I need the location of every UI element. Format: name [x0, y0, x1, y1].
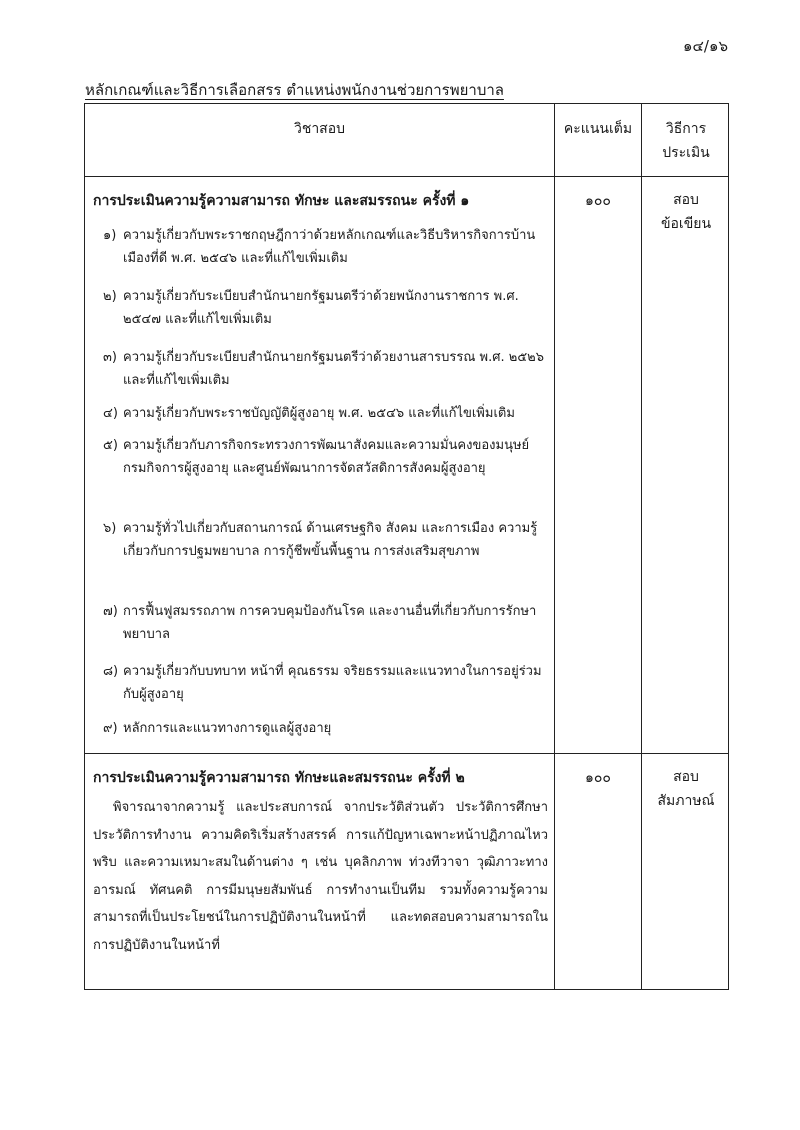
item-text: ความรู้เกี่ยวกับพระราชบัญญัติผู้สูงอายุ พ.ศ. ๒๕๔๖ และที่แก้ไขเพิ่มเติม — [123, 406, 515, 421]
section-1-method — [642, 188, 730, 236]
exam-topic-item — [103, 402, 548, 425]
item-number: ๖) — [103, 521, 117, 536]
row-divider — [85, 753, 728, 754]
exam-topic-item — [103, 224, 548, 270]
item-number: ๙) — [103, 721, 118, 736]
column-divider — [641, 104, 642, 989]
row-divider — [85, 176, 728, 177]
section-1-score: ๑๐๐ — [585, 193, 611, 209]
section-2-method-line2: สัมภาษณ์ — [657, 793, 715, 809]
document-title: หลักเกณฑ์และวิธีการเลือกสรร ตำแหน่งพนักงานช่วยการพยาบาล — [85, 81, 504, 99]
page-number: ๑๔/๑๖ — [683, 37, 728, 55]
item-text: การฟื้นฟูสมรรถภาพ การควบคุมป้องกันโรค และงานอื่นที่เกี่ยวกับการรักษาพยาบาล — [123, 604, 537, 642]
item-number: ๑) — [103, 228, 117, 243]
exam-topic-item — [103, 717, 548, 740]
selection-criteria-table — [84, 103, 729, 990]
interview-criteria-paragraph: พิจารณาจากความรู้ และประสบการณ์ จากประวัติส่วนตัว ประวัติการศึกษา ประวัติการทำงาน ความคิดริเริ่มสร้างสรรค์ การแก้ปัญหาเฉพาะหน้าปฏิภาณไหวพริบ และความเหมาะสมในด้านต่าง ๆ เช่น บุคลิกภาพ ท่วงทีวาจา วุฒิภาวะทางอารมณ์ ทัศนคติ การมีมนุษยสัมพันธ์ การทำงานเป็นทีม รวมทั้งความรู้ความสามารถที่เป็นประโยชน์ในการปฏิบัติงานในหน้าที่ และทดสอบความสามารถในการปฏิบัติงานในหน้าที่ — [93, 800, 548, 953]
item-text: ความรู้เกี่ยวกับระเบียบสำนักนายกรัฐมนตรีว่าด้วยพนักงานราชการ พ.ศ. ๒๕๔๗ และที่แก้ไขเพิ่มเติม — [123, 289, 519, 327]
section-2-score: ๑๐๐ — [585, 770, 611, 786]
section-1-method-line1: สอบ — [673, 192, 699, 208]
item-text: ความรู้เกี่ยวกับพระราชกฤษฎีกาว่าด้วยหลักเกณฑ์และวิธีบริหารกิจการบ้านเมืองที่ดี พ.ศ. ๒๕๔๖ และที่แก้ไขเพิ่มเติม — [123, 228, 536, 266]
exam-topic-item — [103, 434, 548, 480]
item-text: ความรู้ทั่วไปเกี่ยวกับสถานการณ์ ด้านเศรษฐกิจ สังคม และการเมือง ความรู้เกี่ยวกับการปฐมพยาบาล การกู้ชีพขั้นพื้นฐาน การส่งเสริมสุขภาพ — [123, 521, 538, 559]
item-number: ๘) — [103, 664, 119, 679]
item-number: ๗) — [103, 604, 118, 619]
header-method-line2: ประเมิน — [662, 145, 710, 161]
exam-topic-item — [103, 285, 548, 331]
item-number: ๒) — [103, 289, 117, 304]
item-number: ๕) — [103, 438, 118, 453]
column-divider — [554, 104, 555, 989]
section-2-title: การประเมินความรู้ความสามารถ ทักษะและสมรรถนะ ครั้งที่ ๒ — [93, 770, 465, 786]
header-evaluation-method — [642, 117, 730, 165]
exam-topic-item — [103, 517, 548, 563]
item-text: ความรู้เกี่ยวกับระเบียบสำนักนายกรัฐมนตรีว่าด้วยงานสารบรรณ พ.ศ. ๒๕๒๖ และที่แก้ไขเพิ่มเติม — [123, 350, 545, 388]
item-text: ความรู้เกี่ยวกับบทบาท หน้าที่ คุณธรรม จริยธรรมและแนวทางในการอยู่ร่วมกับผู้สูงอายุ — [123, 664, 542, 702]
item-text: ความรู้เกี่ยวกับภารกิจกระทรวงการพัฒนาสังคมและความมั่นคงของมนุษย์ กรมกิจการผู้สูงอายุ และศูนย์พัฒนาการจัดสวัสดิการสังคมผู้สูงอายุ — [123, 438, 530, 476]
item-text: หลักการและแนวทางการดูแลผู้สูงอายุ — [123, 721, 332, 736]
section-1-method-line2: ข้อเขียน — [660, 216, 712, 232]
header-method-line1: วิธีการ — [665, 121, 707, 137]
exam-topic-item — [103, 660, 548, 706]
section-2-method-line1: สอบ — [673, 769, 699, 785]
exam-topic-item — [103, 346, 548, 392]
header-full-score: คะแนนเต็ม — [563, 121, 633, 137]
header-subject: วิชาสอบ — [293, 121, 346, 137]
section-1-title: การประเมินความรู้ความสามารถ ทักษะ และสมรรถนะ ครั้งที่ ๑ — [93, 193, 470, 209]
item-number: ๔) — [103, 406, 118, 421]
exam-topic-item — [103, 600, 548, 646]
item-number: ๓) — [103, 350, 117, 365]
section-2-method — [642, 765, 730, 813]
